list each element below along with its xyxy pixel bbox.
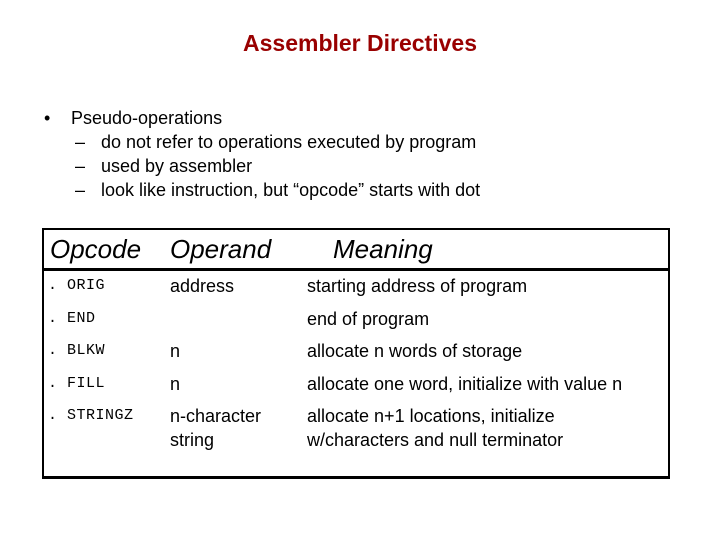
header-meaning: Meaning <box>333 234 433 264</box>
sub-item-text: look like instruction, but “opcode” starts with dot <box>101 180 481 200</box>
meaning-cell: starting address of program <box>307 276 528 296</box>
opcode-cell: . FILL <box>48 375 106 392</box>
dash-icon: – <box>75 156 86 176</box>
opcode-cell: . STRINGZ <box>48 407 134 424</box>
meaning-cell: allocate n words of storage <box>307 341 523 361</box>
table-bottom-border <box>42 476 670 479</box>
table-top-border <box>42 228 670 230</box>
sub-item <box>75 154 480 178</box>
table-right-border <box>668 228 670 479</box>
dash-icon: – <box>75 132 86 152</box>
opcode-cell: . BLKW <box>48 342 106 359</box>
sub-item-text: do not refer to operations executed by program <box>101 132 477 152</box>
header-opcode: Opcode <box>50 234 142 264</box>
opcode-cell: . ORIG <box>48 277 106 294</box>
sub-item <box>75 178 480 202</box>
bullet-dot-icon: • <box>44 108 51 128</box>
bullet-list <box>44 106 480 202</box>
table-left-border <box>42 228 44 479</box>
operand-cell: n <box>170 374 181 394</box>
sub-item <box>75 130 480 154</box>
operand-cell: n-character string <box>170 406 262 450</box>
bullet-item <box>44 106 480 130</box>
slide-title: Assembler Directives <box>243 30 477 56</box>
opcode-cell: . END <box>48 310 96 327</box>
dash-icon: – <box>75 180 86 200</box>
meaning-cell: allocate n+1 locations, initialize w/characters and null terminator <box>307 406 564 450</box>
operand-cell: n <box>170 341 181 361</box>
operand-cell: address <box>170 276 235 296</box>
table-header-divider <box>42 268 670 271</box>
meaning-cell: end of program <box>307 309 430 329</box>
sub-item-text: used by assembler <box>101 156 253 176</box>
header-operand: Operand <box>170 234 272 264</box>
bullet-text: Pseudo-operations <box>71 108 223 128</box>
meaning-cell: allocate one word, initialize with value n <box>307 374 623 394</box>
